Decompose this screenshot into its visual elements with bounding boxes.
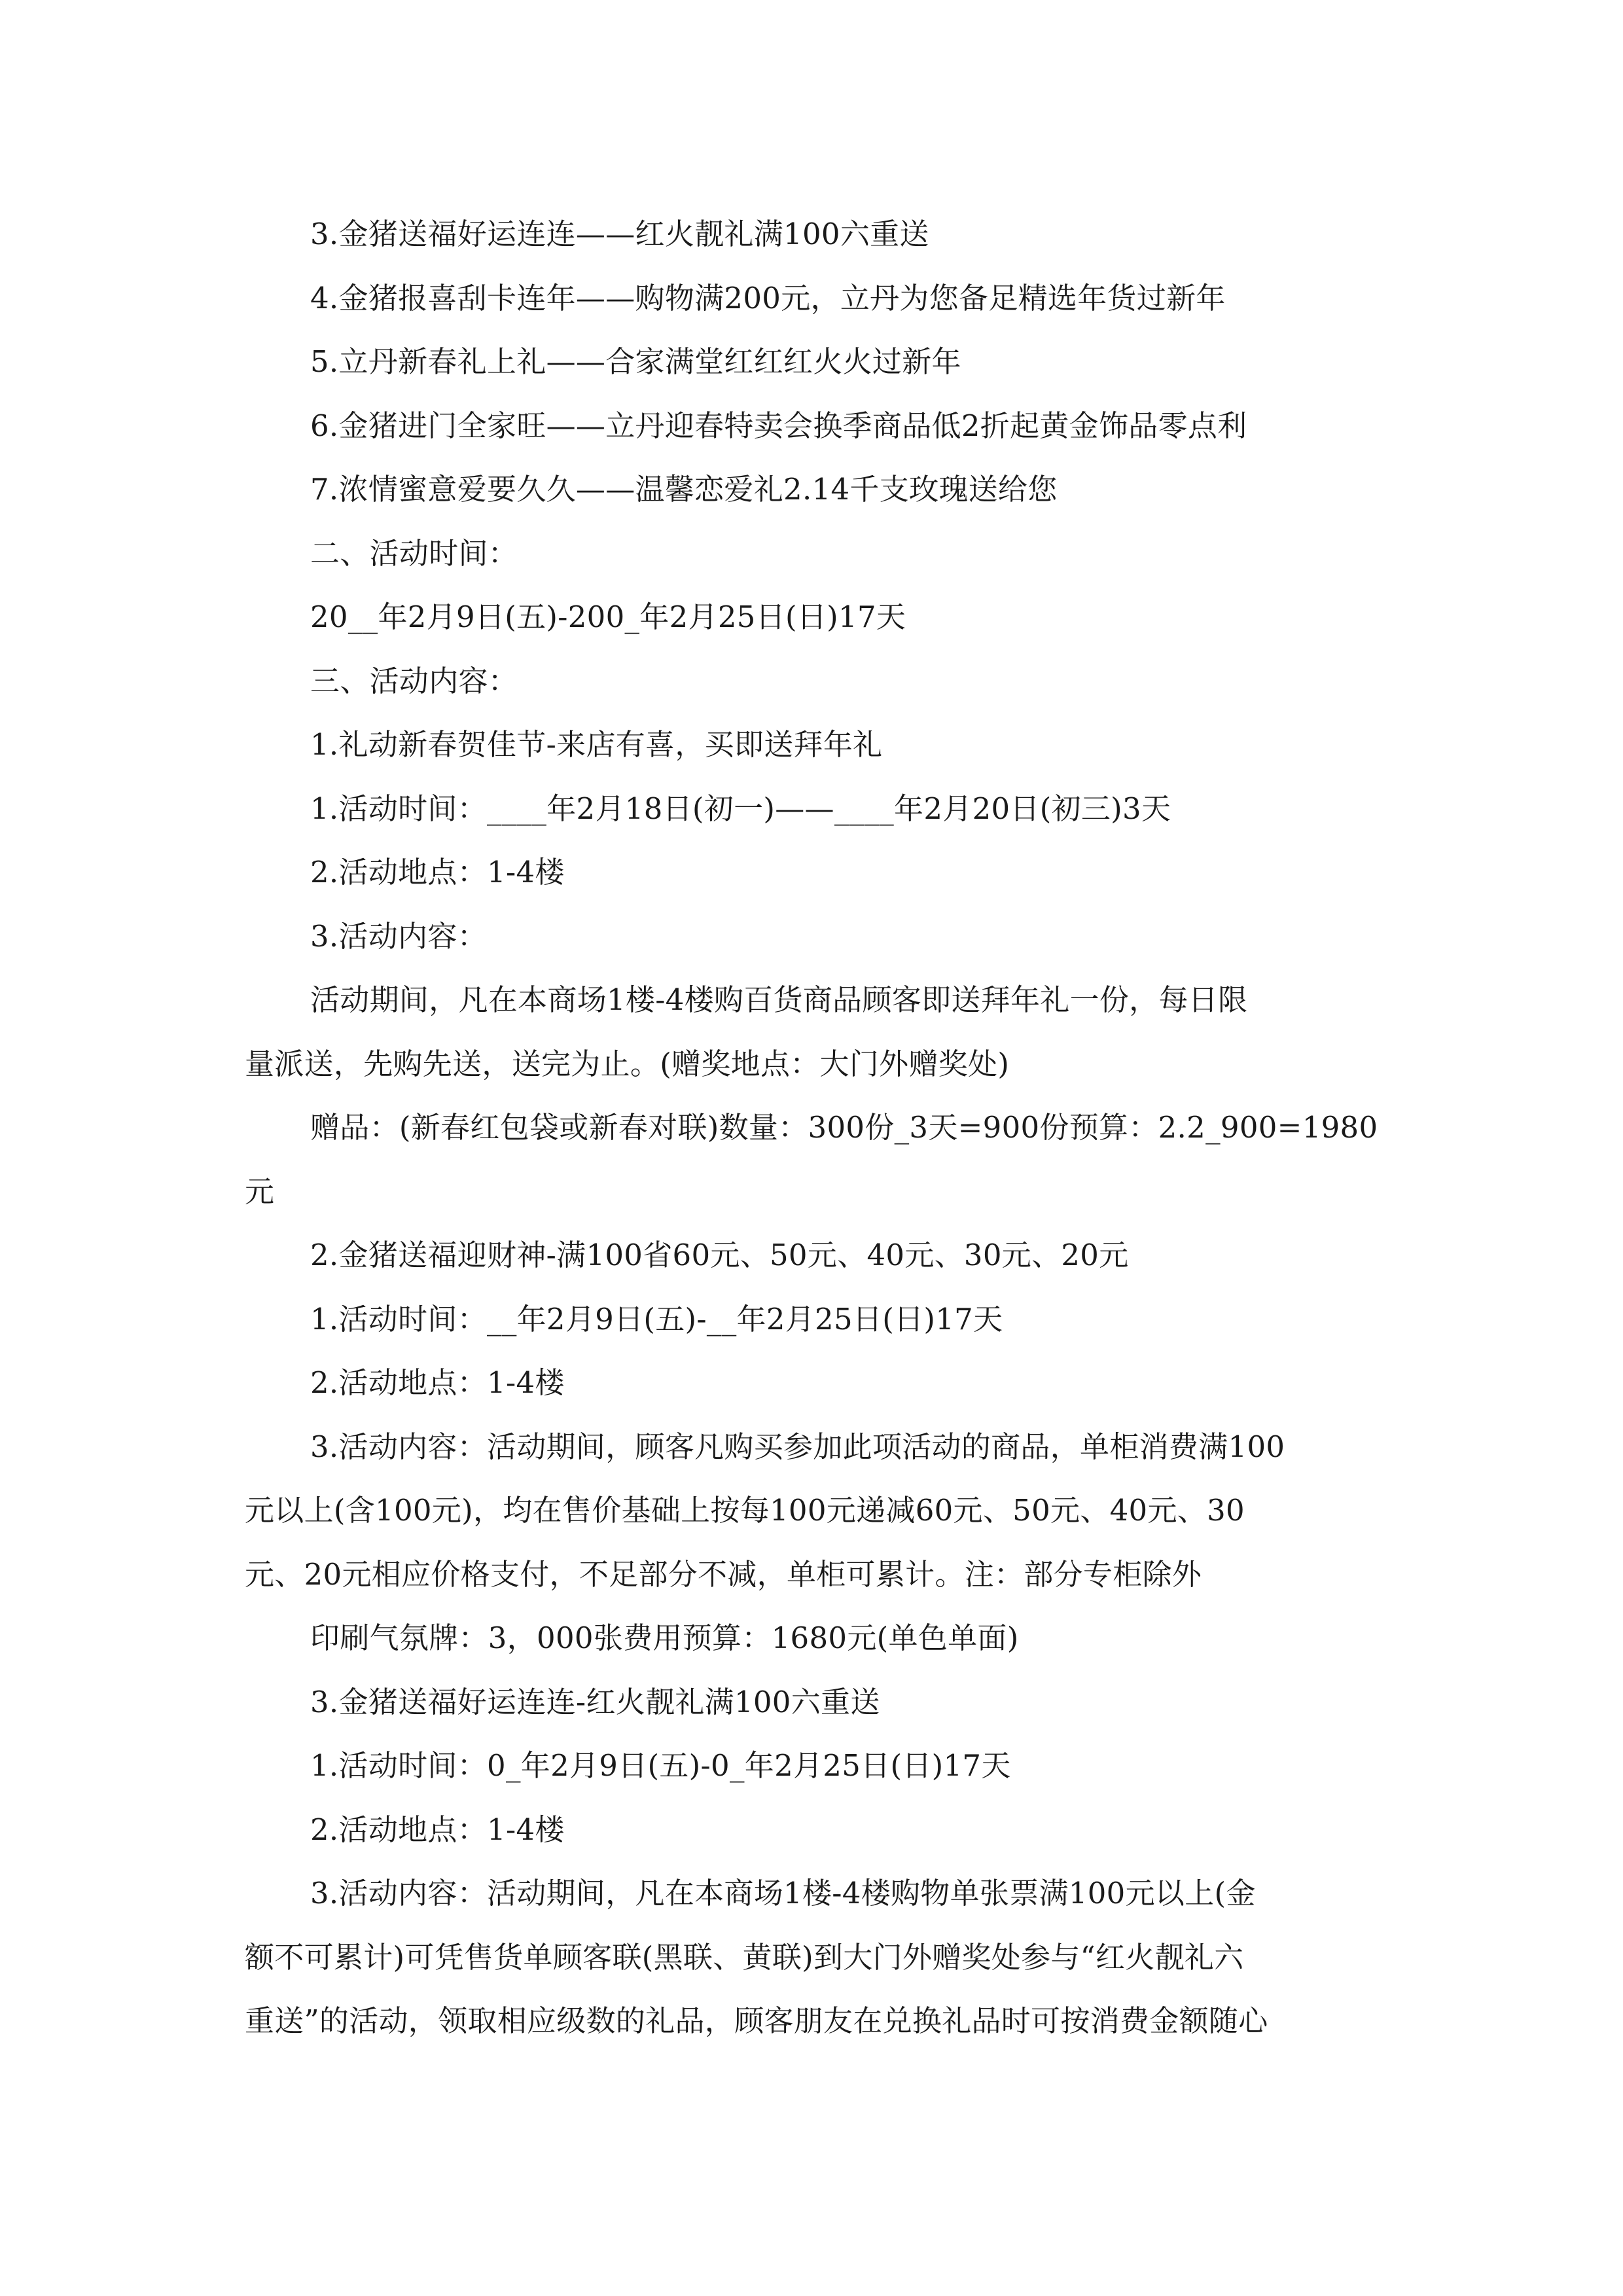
text-line: 印刷气氛牌：3，000张费用预算：1680元(单色单面): [310, 1621, 1019, 1655]
text-line: 2.金猪送福迎财神-满100省60元、50元、40元、30元、20元: [310, 1238, 1129, 1272]
text-line: 2.活动地点：1-4楼: [310, 855, 565, 889]
text-line: 1.礼动新春贺佳节-来店有喜，买即送拜年礼: [310, 727, 883, 762]
text-line: 活动期间，凡在本商场1楼-4楼购百货商品顾客即送拜年礼一份，每日限: [310, 982, 1248, 1017]
document-body: [245, 202, 1381, 2053]
text-line: 7.浓情蜜意爱要久久——温馨恋爱礼2.14千支玫瑰送给您: [310, 472, 1058, 507]
text-line: 2.活动地点：1-4楼: [310, 1365, 565, 1400]
text-line: 1.活动时间：____年2月18日(初一)——____年2月20日(初三)3天: [310, 791, 1171, 826]
section-heading: 三、活动内容：: [310, 663, 518, 698]
text-line: 20__年2月9日(五)-200_年2月25日(日)17天: [310, 600, 906, 634]
text-line: 元、20元相应价格支付，不足部分不减，单柜可累计。注：部分专柜除外: [245, 1556, 1202, 1592]
text-line: 6.金猪进门全家旺——立丹迎春特卖会换季商品低2折起黄金饰品零点利: [310, 408, 1247, 443]
text-line: 3.金猪送福好运连连——红火靓礼满100六重送: [310, 217, 929, 251]
text-line: 元以上(含100元)，均在售价基础上按每100元递减60元、50元、40元、30: [245, 1493, 1245, 1528]
text-line: 4.金猪报喜刮卡连年——购物满200元，立丹为您备足精选年货过新年: [310, 280, 1226, 315]
text-line: 3.金猪送福好运连连-红火靓礼满100六重送: [310, 1684, 880, 1719]
section-heading: 二、活动时间：: [310, 535, 518, 571]
text-line: 赠品：(新春红包袋或新春对联)数量：300份_3天=900份预算：2.2_900=1980: [310, 1110, 1378, 1145]
text-line: 5.立丹新春礼上礼——合家满堂红红红火火过新年: [310, 344, 961, 379]
text-line: 元: [245, 1174, 275, 1209]
text-line: 重送”的活动，领取相应级数的礼品，顾客朋友在兑换礼品时可按消费金额随心: [245, 2003, 1268, 2038]
text-line: 3.活动内容：: [310, 918, 488, 954]
text-line: 1.活动时间：__年2月9日(五)-__年2月25日(日)17天: [310, 1301, 1003, 1336]
text-line: 量派送，先购先送，送完为止。(赠奖地点：大门外赠奖处): [245, 1046, 1010, 1081]
text-line: 1.活动时间：0_年2月9日(五)-0_年2月25日(日)17天: [310, 1748, 1011, 1783]
text-line: 3.活动内容：活动期间，凡在本商场1楼-4楼购物单张票满100元以上(金: [310, 1876, 1256, 1910]
text-line: 额不可累计)可凭售货单顾客联(黑联、黄联)到大门外赠奖处参与“红火靓礼六: [245, 1939, 1244, 1975]
text-line: 3.活动内容：活动期间，顾客凡购买参加此项活动的商品，单柜消费满100: [310, 1429, 1285, 1464]
text-line: 2.活动地点：1-4楼: [310, 1812, 565, 1847]
